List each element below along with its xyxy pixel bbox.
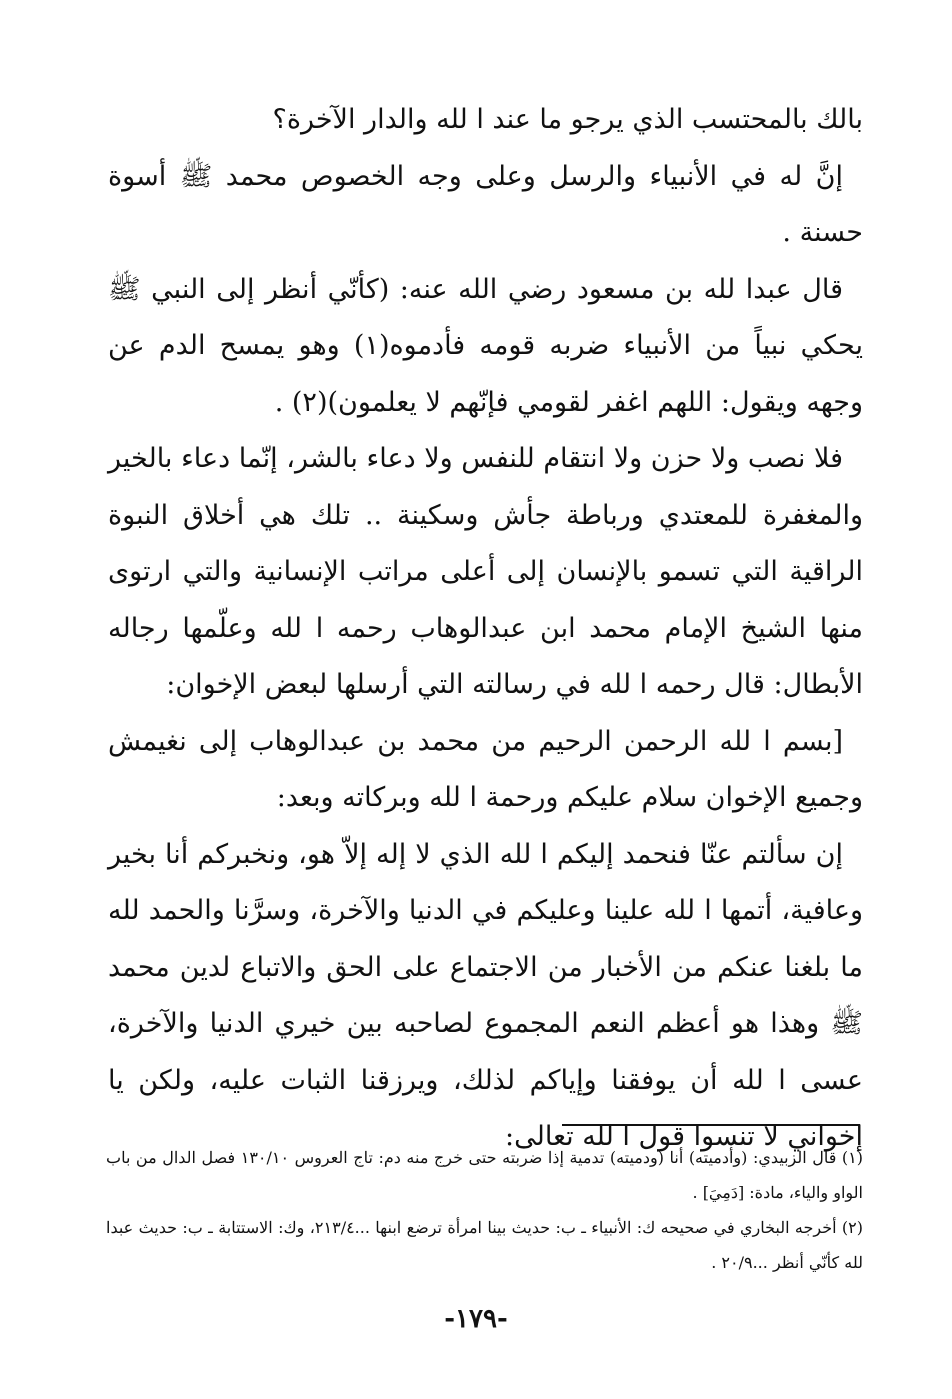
footnote-1: (١) قال الزبيدي: (وأدميته) أنا (ودميته) تدمية إذا ضربته حتى خرج منه دم: تاج العروس ١٣٠/١٠ فصل الدال من باب الواو والياء، مادة: [دَمِيَ] . (106, 1148, 863, 1202)
paragraph-5: [بسم ا لله الرحمن الرحيم من محمد بن عبدالوهاب إلى نغيمش وجميع الإخوان سلام عليكم ورحمة ا لله وبركاته وبعد: (108, 725, 863, 813)
footnote-separator (562, 1124, 860, 1126)
main-text (108, 92, 863, 1166)
paragraph-6: إن سألتم عنّا فنحمد إليكم ا لله الذي لا إله إلاّ هو، ونخبركم أنا بخير وعافية، أتمها ا لله علينا وعليكم في الدنيا والآخرة، وسرَّنا والحمد لله ما بلغنا عنكم من الأخبار من الاجتماع على الحق والاتباع لدين محمد ﷺ وهذا هو أعظم النعم المجموع لصاحبه بين خيري الدنيا والآخرة، عسى ا لله أن يوفقنا وإياكم لذلك، ويرزقنا الثبات عليه، ولكن يا إخواني لا تنسوا قول ا لله تعالى: (108, 838, 863, 1152)
footnote-2: (٢) أخرجه البخاري في صحيحه ك: الأنبياء ـ ب: حديث بينا امرأة ترضع ابنها ...٢١٣/٤، وك: الاستتابة ـ ب: حديث عبدا لله كأنّي أنظر ...٢٠/٩ . (106, 1218, 863, 1272)
paragraph-4: فلا نصب ولا حزن ولا انتقام للنفس ولا دعاء بالشر، إنّما دعاء بالخير والمغفرة للمعتدي ورباطة جأش وسكينة .. تلك هي أخلاق النبوة الراقية التي تسمو بالإنسان إلى أعلى مراتب الإنسانية والتي ارتوى منها الشيخ الإمام محمد ابن عبدالوهاب رحمه ا لله وعلّمها رجاله الأبطال: قال رحمه ا لله في رسالته التي أرسلها لبعض الإخوان: (108, 443, 863, 700)
paragraph-3: قال عبدا لله بن مسعود رضي الله عنه: (كأنّي أنظر إلى النبي ﷺ يحكي نبياً من الأنبياء ضربه قومه فأدموه(١) وهو يمسح الدم عن وجهه ويقول: اللهم اغفر لقومي فإنّهم لا يعلمون)(٢) . (108, 273, 863, 418)
paragraph-1: بالك بالمحتسب الذي يرجو ما عند ا لله والدار الآخرة؟ (272, 104, 863, 135)
paragraph-2: إنَّ له في الأنبياء والرسل وعلى وجه الخصوص محمد ﷺ أسوة حسنة . (108, 160, 863, 248)
footnotes (106, 1140, 863, 1280)
page-number: -١٧٩- (444, 1304, 508, 1334)
